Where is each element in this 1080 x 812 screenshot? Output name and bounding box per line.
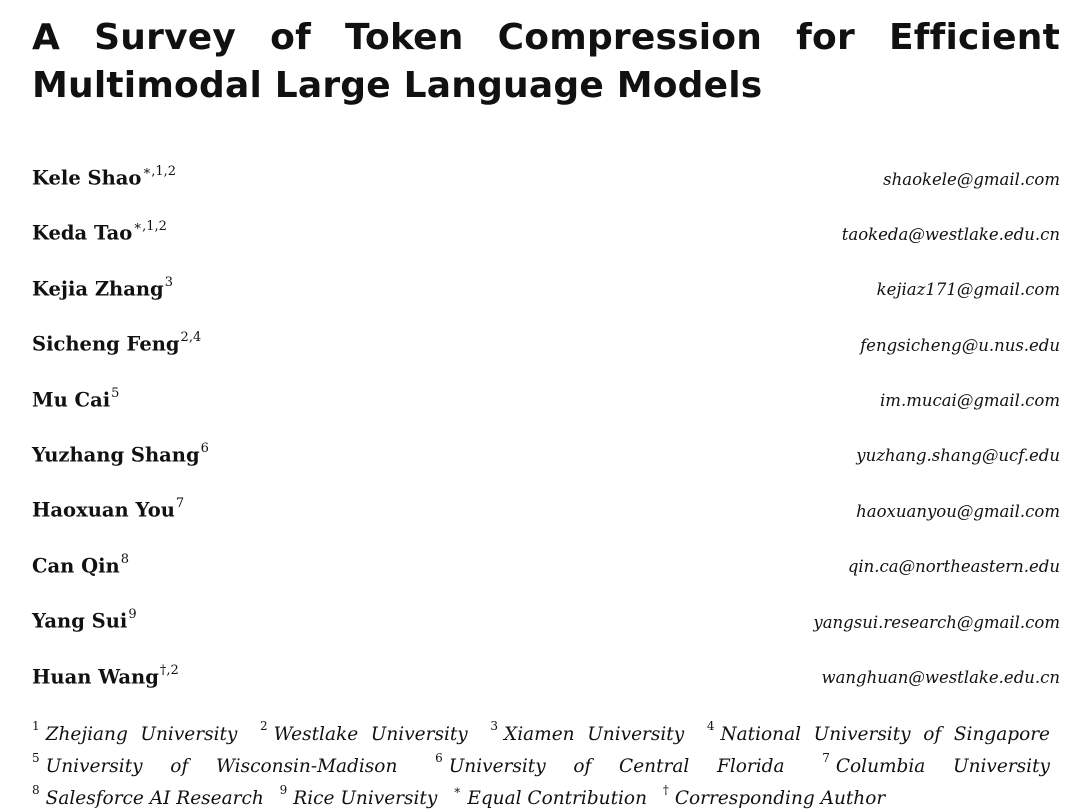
author-row [32,498,1060,553]
author-marks: 3 [164,274,173,290]
affiliation: $^6$ University of Central Florida [435,751,785,778]
affiliation: $^7$ Columbia University [822,751,1050,778]
author-name: Yuzhang Shang$^6$ [32,440,209,467]
author-marks: ∗,1,2 [142,164,177,179]
affiliation: $^3$ Xiamen University [490,719,685,746]
author-email: yuzhang.shang@ucf.edu [856,446,1060,466]
author-email: wanghuan@westlake.edu.cn [821,668,1060,688]
author-name: Mu Cai$^5$ [32,385,120,412]
author-row [32,385,1060,443]
author-row [32,551,1060,609]
author-name: Yang Sui$^9$ [32,607,137,633]
affiliation: $^2$ Westlake University [260,719,468,746]
author-name: Kejia Zhang$^3$ [32,274,173,301]
author-row [32,274,1060,332]
author-row [32,166,1060,221]
author-name: Kele Shao$^{∗,1,2}$ [32,164,177,190]
author-marks: †,2 [159,662,179,678]
affiliation: $^4$ National University of Singapore [706,719,1051,746]
author-email: qin.ca@northeastern.edu [847,557,1060,577]
author-marks: 6 [200,440,209,456]
author-row [32,609,1060,664]
author-row [32,332,1060,387]
author-email: yangsui.research@gmail.com [813,612,1060,632]
author-email: taokeda@westlake.edu.cn [841,224,1060,244]
author-marks: 8 [120,551,129,567]
author-email: haoxuanyou@gmail.com [856,501,1060,521]
author-row [32,662,1060,720]
author-marks: 7 [175,496,185,512]
affiliation: $^9$ Rice University [279,783,438,810]
affiliation-list [32,716,1060,812]
author-marks: 2,4 [180,330,202,346]
affiliation: $^5$ University of Wisconsin-Madison [32,751,398,778]
author-name: Sicheng Feng$^{2,4}$ [32,330,202,356]
author-name: Haoxuan You$^7$ [32,496,185,522]
paper-front-page [32,14,1060,810]
author-row [32,221,1060,276]
author-marks: 5 [111,385,120,401]
author-row [32,440,1060,498]
author-email: fengsicheng@u.nus.edu [860,335,1060,355]
affiliation: $^8$ Salesforce AI Research [32,783,264,810]
affiliation: $^1$ Zhejiang University [32,719,238,746]
author-marks: 9 [128,607,137,623]
paper-title: A Survey of Token Compression for Efficient Multimodal Large Language Models [32,17,1060,106]
affiliation: † Corresponding Author [662,783,886,810]
author-email: shaokele@gmail.com [883,169,1060,189]
author-marks: ∗,1,2 [133,219,167,235]
author-name: Keda Tao$^{∗,1,2}$ [32,219,167,245]
affiliation: ∗ Equal Contribution [453,783,647,810]
author-email: kejiaz171@gmail.com [876,280,1060,300]
author-email: im.mucai@gmail.com [880,391,1060,411]
author-name: Can Qin$^8$ [32,551,129,578]
author-list [32,166,1060,720]
author-name: Huan Wang$^{\dagger,2}$ [32,662,179,689]
